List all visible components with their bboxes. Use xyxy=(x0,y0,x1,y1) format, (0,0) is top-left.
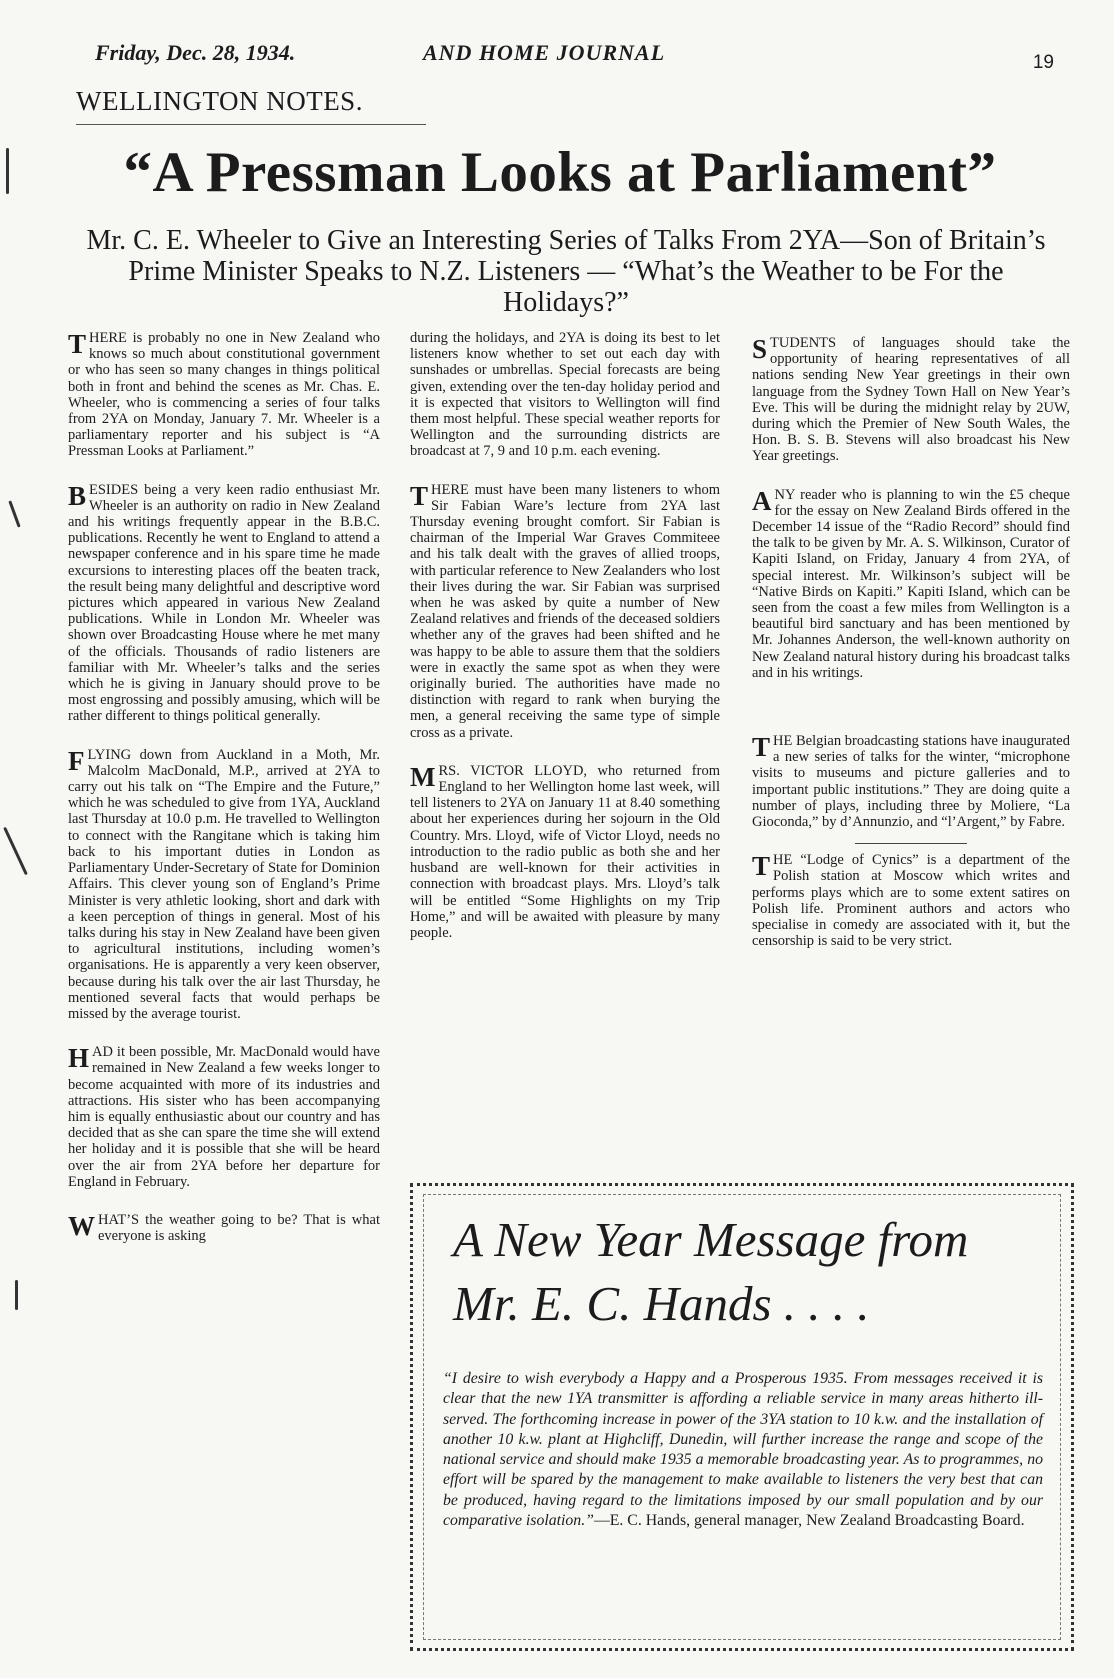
paragraph: MRS. VICTOR LLOYD, who returned from England to her Wellington home last week, will tell listeners to 2YA on January 11 at 8.40 something about her experiences during her sojourn in the Old Country. Mrs. Lloyd, wife of Victor Lloyd, needs no introduction to the radio public as both she and her husband are well-known for their activities in connection with broadcast plays. Mrs. Lloyd’s talk will be entitled “Some Highlights on my Trip Home,” and will be awaited with pleasure by many people. xyxy=(410,761,720,941)
article-column-1 xyxy=(68,330,380,1266)
paragraph: THE Belgian broadcasting stations have inaugurated a new series of talks for the winter, “microphone visits to museums and picture galleries and to important public institutions.” They are doing quite a number of plays, including three by Moliere, “La Gioconda,” by d’Annunzio, and “l’Argent,” by Fabre. xyxy=(752,732,1070,831)
margin-mark xyxy=(15,1280,18,1310)
section-divider xyxy=(76,124,426,125)
paragraph: THE “Lodge of Cynics” is a department of the Polish station at Moscow which writes and performs plays which are to some extent satires on Polish life. Prominent authors and actors who specialise in comedy are associated with it, but the censorship is said to be very strict. xyxy=(752,851,1070,950)
paragraph: THERE is probably no one in New Zealand who knows so much about constitutional government or who has seen so many changes in things political both in front and behind the scenes as Mr. Chas. E. Wheeler, who is commencing a series of four talks from 2YA on Monday, January 7. Mr. Wheeler is a parliamentary reporter and his subject is “A Pressman Looks at Parliament.” xyxy=(68,329,380,460)
paragraph: THERE must have been many listeners to whom Sir Fabian Ware’s lecture from 2YA last Thursday evening brought comfort. Sir Fabian is chairman of the Imperial War Graves Commiteee and his talk dealt with the graves of allied troops, with particular reference to New Zealanders who lost their lives during the war. Sir Fabian was surprised when he was asked by quite a number of New Zealand relatives and friends of the deceased soldiers whether any of the graves had been shifted and he was happy to be able to assure them that the soldiers were in exactly the same spot as when they were originally buried. The authorities have made no distinction with regard to rank when burying the men, a general receiving the same type of simple cross as a private. xyxy=(410,480,720,741)
message-quote: “I desire to wish everybody a Happy and a Prosperous 1935. From messages received it is clear that the new 1YA transmitter is affording a reliable service in many areas hitherto ill-served. The forthcoming increase in power of the 3YA station to 10 k.w. and the installation of another 10 k.w. plant at Highcliff, Dunedin, will further increase the range and scope of the national service and should make 1935 a memorable broadcasting year. As to programmes, no effort will be spared by the management to make available to listeners the very best that can be produced, having regard to the limitations imposed by our small population and by our comparative isolation.” xyxy=(443,1370,1043,1530)
paragraph: BESIDES being a very keen radio enthusiast Mr. Wheeler is an authority on radio in New Zealand and his writings frequently appear in the B.B.C. publications. Recently he went to England to attend a newspaper conference and in his spare time he made excursions to interesting places off the beaten track, the result being many delightful and descriptive word pictures which appeared in various New Zealand publications. While in London Mr. Wheeler was shown over Broadcasting House where he met many of the officials. Thousands of radio listeners are familiar with Mr. Wheeler’s talks and the series which he is giving in January should prove to be most engrossing and possibly amusing, which will be rather different to things political generally. xyxy=(68,480,380,725)
margin-mark xyxy=(8,500,20,527)
issue-date: Friday, Dec. 28, 1934. xyxy=(95,40,296,65)
paragraph: FLYING down from Auckland in a Moth, Mr. Malcolm MacDonald, M.P., arrived at 2YA to carry out his talk on “The Empire and the Future,” which he was scheduled to give from 1YA, Auckland last Thursday at 10.0 p.m. He travelled to Wellington to connect with the Rangitane which is taking him back to his important duties in London as Parliamentary Under-Secretary of State for Dominion Affairs. This clever young son of England’s Prime Minister is very athletic looking, short and dark with a keen perception of things in general. Most of his talks during his stay in New Zealand have been given to agricultural institutions, including women’s organisations. He is apparently a very keen observer, because during his talk over the air last Thursday, he mentioned several facts that would perhaps be missed by the average tourist. xyxy=(68,745,380,1022)
message-title xyxy=(453,1208,1033,1336)
margin-mark xyxy=(6,148,9,194)
message-title-line: Mr. E. C. Hands . . . . xyxy=(453,1276,870,1331)
article-subheadline: Mr. C. E. Wheeler to Give an Interesting Series of Talks From 2YA—Son of Britain’s Prime Minister Speaks to N.Z. Listeners — “What’s the Weather to be For the Holidays?” xyxy=(86,225,1046,318)
margin-mark xyxy=(3,827,28,875)
paragraph: HAD it been possible, Mr. MacDonald would have remained in New Zealand a few weeks longer to become acquainted with more of its industries and attractions. His sister who has been accompanying him is equally enthusiastic about our country and has decided that as she can spare the time she will extend her holiday and it is possible that she will be heard over the air from 2YA before her departure for England in February. xyxy=(68,1043,380,1190)
article-column-2 xyxy=(410,330,720,963)
page-number: 19 xyxy=(1032,52,1054,73)
section-title: WELLINGTON NOTES. xyxy=(76,86,363,116)
article-column-3 xyxy=(752,335,1070,972)
message-body xyxy=(443,1369,1043,1531)
paragraph: STUDENTS of languages should take the opportunity of hearing representatives of all nations sending New Year greetings in their own language from the Sydney Town Hall on New Year’s Eve. This will be during the midnight relay by 2UW, during which the Premier of New South Wales, the Hon. B. S. B. Stevens will also broadcast his New Year greetings. xyxy=(752,334,1070,465)
message-title-line: A New Year Message from xyxy=(453,1212,969,1267)
paragraph: WHAT’S the weather going to be? That is what everyone is asking xyxy=(68,1210,380,1245)
message-attribution: —E. C. Hands, general manager, New Zealand Broadcasting Board. xyxy=(593,1512,1025,1530)
message-box xyxy=(410,1183,1074,1651)
column-divider xyxy=(855,843,967,844)
paragraph: during the holidays, and 2YA is doing its best to let listeners know whether to set out each day with sunshades or umbrellas. Special forecasts are being given, extending over the ten-day holiday period and it is expected that visitors to Wellington will find them most helpful. These special weather reports for Wellington and the surrounding districts are broadcast at 7, 9 and 10 p.m. each evening. xyxy=(410,330,720,460)
journal-name: AND HOME JOURNAL xyxy=(423,40,666,65)
paragraph: ANY reader who is planning to win the £5 cheque for the essay on New Zealand Birds offered in the December 14 issue of the “Radio Record” should find the talk to be given by Mr. A. S. Wilkinson, Curator of Kapiti Island, on Friday, January 4 from 2YA, of special interest. Mr. Wilkinson’s subject will be “Native Birds on Kapiti.” Kapiti Island, which can be seen from the coast a few miles from Wellington is a beautiful bird sanctuary and has been mentioned by Mr. Johannes Anderson, the well-known authority on New Zealand natural history during his broadcast talks and in his writings. xyxy=(752,485,1070,681)
article-headline: “A Pressman Looks at Parliament” xyxy=(123,141,997,204)
